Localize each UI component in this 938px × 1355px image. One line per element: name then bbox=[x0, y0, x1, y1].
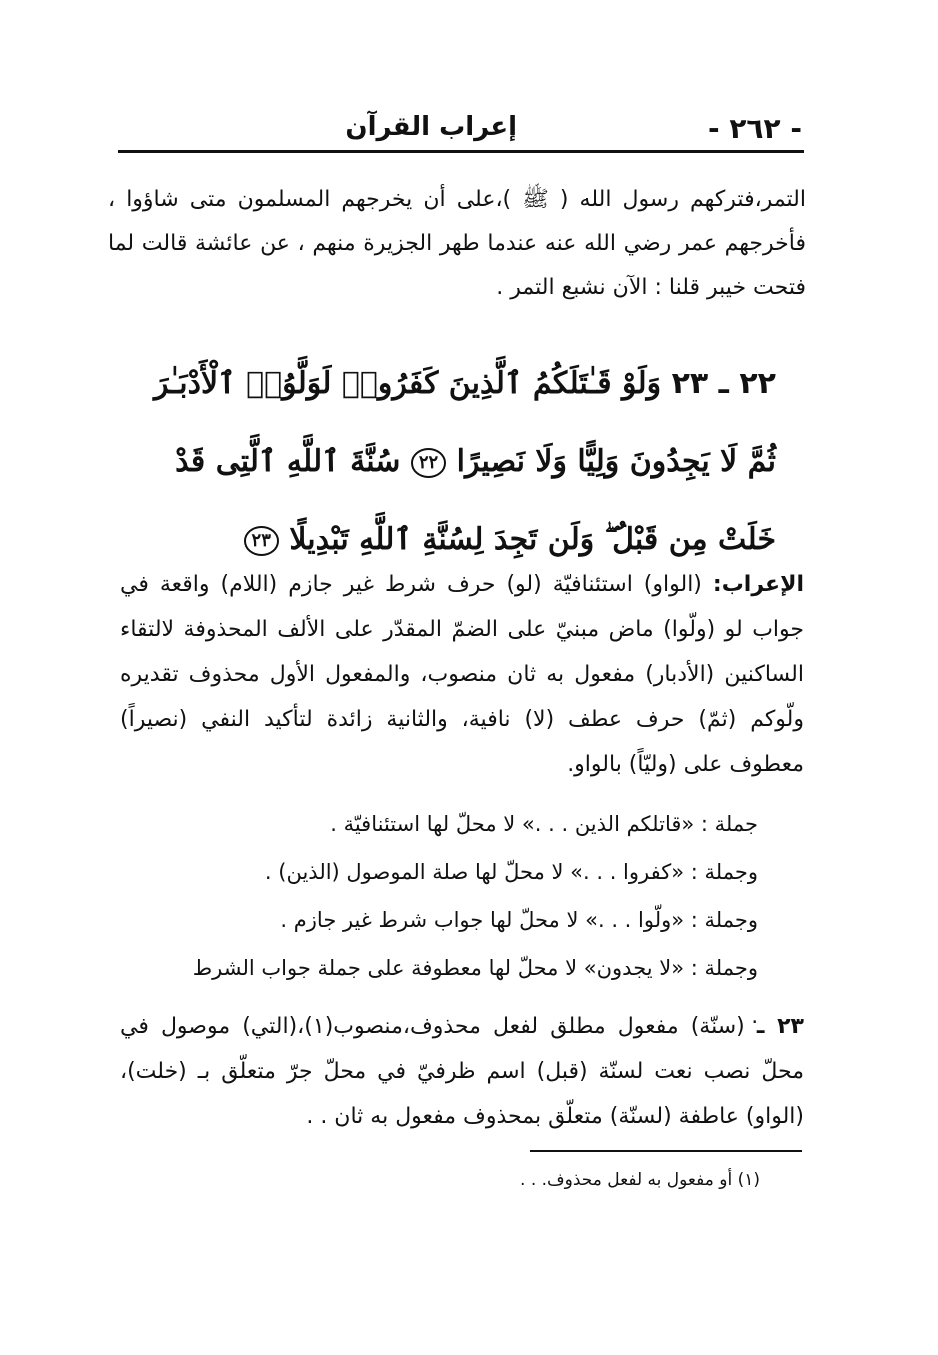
irab-text: (الواو) استئنافيّة (لو) حرف شرط غير جازم (اللام) واقعة في جواب لو (ولّوا) ماض مبنيّ على الضمّ المقدّر على الألف المحذوفة لالتقاء الساكنين (الأدبار) مفعول به ثان منصوب، والمفعول الأول محذوف تقديره ولّوكم (ثمّ) حرف عطف (لا) نافية، والثانية زائدة لتأكيد النفي (نصيراً) معطوف على (وليّاً) بالواو. bbox=[120, 572, 804, 777]
book-title: إعراب القرآن bbox=[345, 112, 517, 142]
footnote: (١) أو مفعول به لفعل محذوف. . . bbox=[520, 1170, 760, 1190]
verse-23-number: ٢٣ ـ bbox=[756, 1014, 804, 1039]
verse-numbers: ٢٢ ـ ٢٣ bbox=[671, 366, 776, 401]
page-header bbox=[118, 108, 802, 152]
sentence-item: وجملة : «لا يجدون» لا محلّ لها معطوفة على جملة جواب الشرط . bbox=[192, 956, 758, 1028]
irab-paragraph bbox=[120, 562, 804, 787]
page-number: - ٢٦٢ - bbox=[707, 112, 802, 145]
verse-text-part1: وَلَوْ قَـٰتَلَكُمُ ٱلَّذِينَ كَفَرُوا۟ لَوَلَّوُا۟ ٱلْأَدْبَـٰرَ ثُمَّ لَا يَجِدُونَ وَلِيًّا وَلَا نَصِيرًا bbox=[153, 366, 776, 479]
verse-23-paragraph bbox=[120, 1004, 804, 1139]
footnote-rule bbox=[530, 1150, 802, 1152]
verse-text-part2: سُنَّةَ ٱللَّهِ ٱلَّتِى قَدْ خَلَتْ مِن قَبْلُ ۖ وَلَن تَجِدَ لِسُنَّةِ ٱللَّهِ تَبْدِيلًا bbox=[175, 444, 776, 557]
quran-verse bbox=[132, 345, 776, 579]
verse-end-marker-23: ٢٣ bbox=[244, 526, 279, 556]
verse-end-marker-22: ٢٢ bbox=[411, 448, 446, 478]
sentence-item: وجملة : «ولّوا . . .» لا محلّ لها جواب شرط غير جازم . bbox=[280, 908, 758, 932]
header-rule bbox=[118, 150, 804, 153]
verse-23-text: (سنّة) مفعول مطلق لفعل محذوف،منصوب(١)،(التي) موصول في محلّ نصب نعت لسنّة (قبل) اسم ظرفيّ في محلّ جرّ متعلّق بـ (خلت)، (الواو) عاطفة (لسنّة) متعلّق بمحذوف مفعول به ثان . . bbox=[120, 1014, 804, 1129]
intro-paragraph: التمر،فتركهم رسول الله ( ﷺ )،على أن يخرجهم المسلمون متى شاؤوا ، فأخرجهم عمر رضي الله عنه عندما طهر الجزيرة منهم ، عن عائشة قالت لما فتحت خيبر قلنا : الآن نشبع التمر . bbox=[108, 187, 806, 300]
sentence-item: جملة : «قاتلكم الذين . . .» لا محلّ لها استئنافيّة . bbox=[330, 812, 758, 836]
irab-label: الإعراب: bbox=[712, 572, 804, 597]
sentence-item: وجملة : «كفروا . . .» لا محلّ لها صلة الموصول (الذين) . bbox=[264, 860, 758, 884]
